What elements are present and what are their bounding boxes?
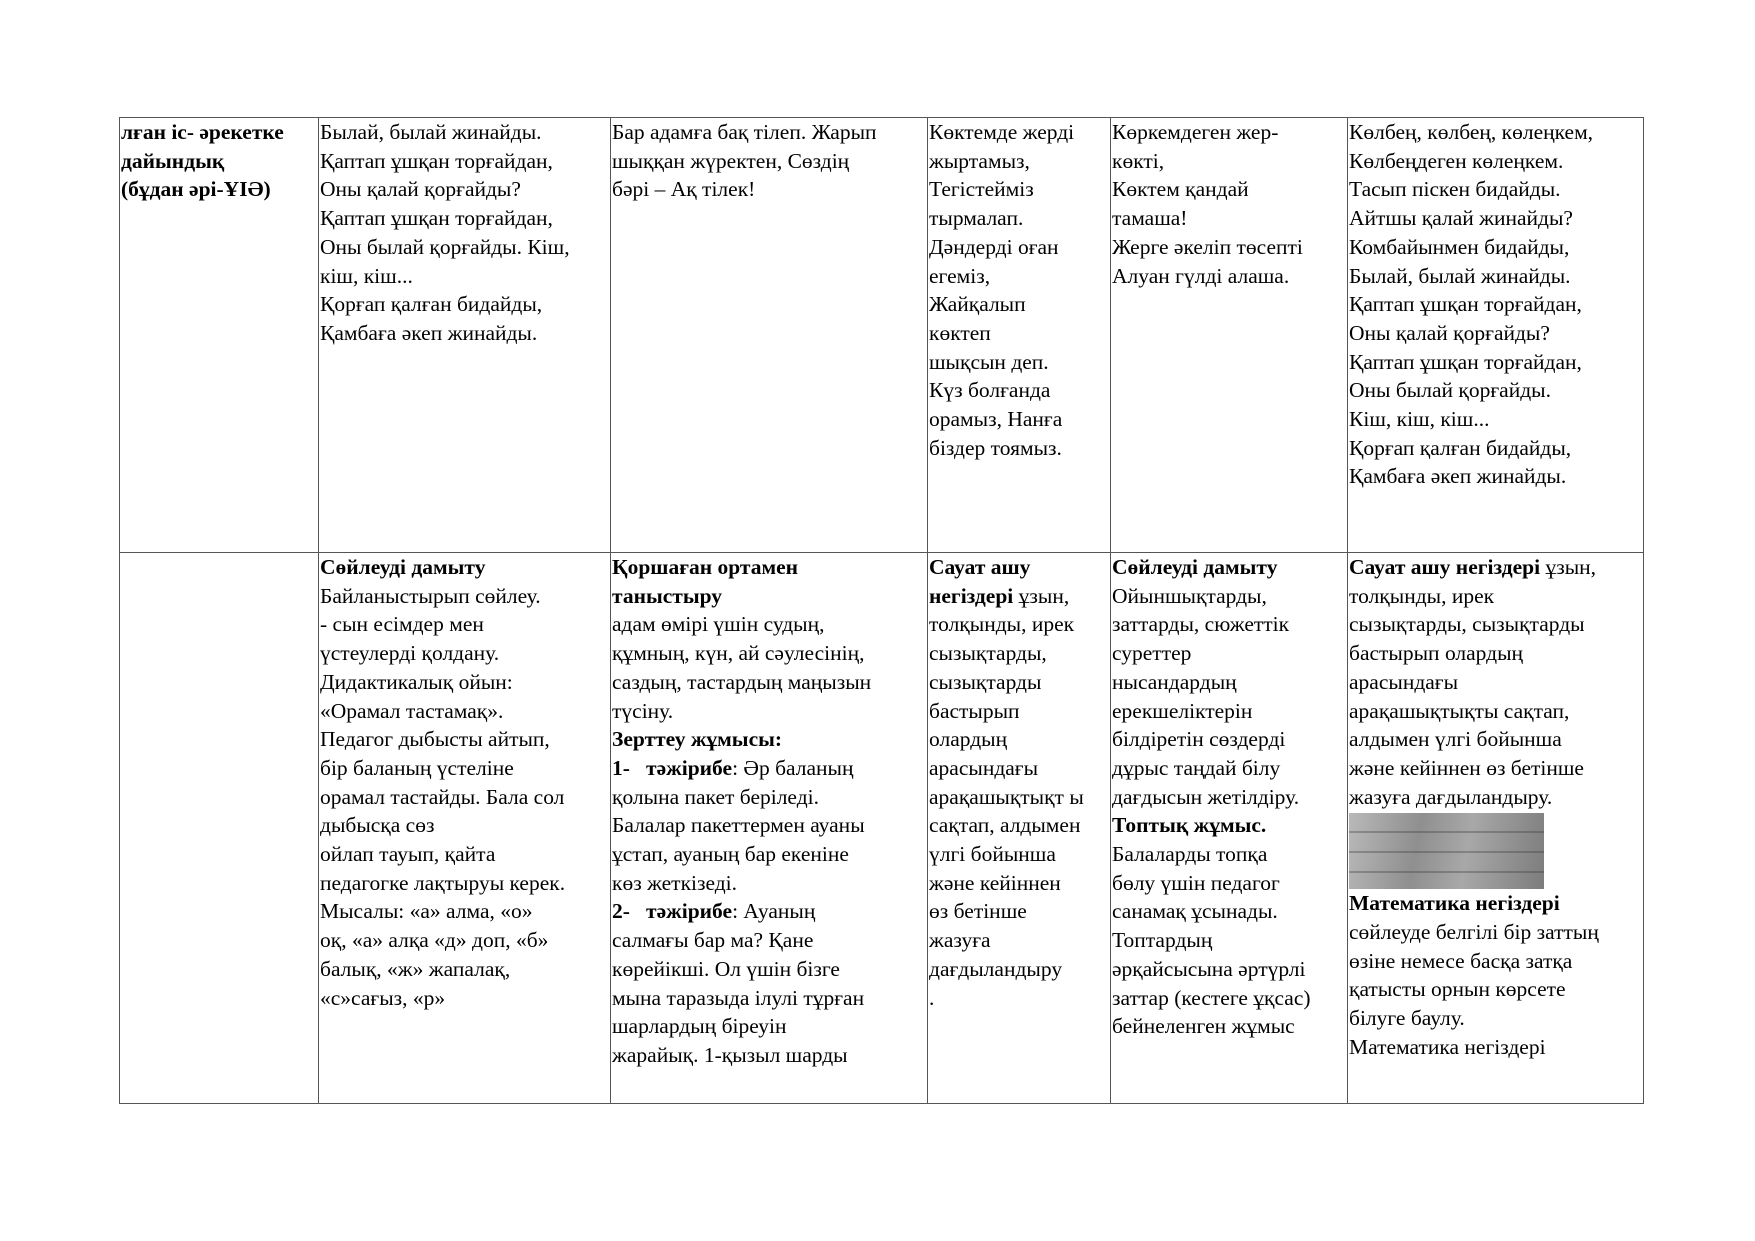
text-line: Сауат ашу (929, 555, 1031, 579)
experiment-1-text (612, 783, 926, 898)
lesson-text (1112, 840, 1346, 1041)
table-cell (1111, 118, 1348, 553)
text-line: Комбайынмен бидайды, (1349, 234, 1570, 259)
poem-text (320, 118, 609, 348)
lesson-text (929, 610, 1109, 1012)
text-line: егеміз, (929, 263, 991, 288)
text-line: адам өмірі үшін судың, (612, 612, 825, 637)
text-line: Педагог дыбысты айтып, (320, 727, 550, 752)
text-line: санамақ ұсынады. (1112, 899, 1278, 924)
text-line: толқынды, ирек (929, 612, 1075, 637)
table-cell (1111, 553, 1348, 1104)
text-line: бейнеленген жұмыс (1112, 1014, 1295, 1039)
text-line: және кейіннен (929, 870, 1061, 895)
text-line: көз жеткізеді. (612, 870, 738, 895)
text-line: құмның, күн, ай сәулесінің, (612, 641, 865, 666)
text-line: тырмалап. (929, 206, 1024, 231)
text-line: нысандардың (1112, 669, 1237, 694)
text-line: жазуға (929, 928, 991, 953)
text-line: дағдысын жетілдіру. (1112, 784, 1300, 809)
table-cell (611, 118, 928, 553)
poem-text (929, 118, 1109, 462)
text-line: арасындағы (929, 755, 1039, 780)
subject-title (612, 553, 926, 610)
text-line: бәрі – Ақ тілек! (612, 177, 756, 202)
text-line: Тегістейміз (929, 177, 1034, 202)
text-line: Қаптап ұшқан торғайдан, (320, 148, 553, 173)
text-line: Оны былай қорғайды. Кіш, (320, 234, 570, 259)
row-header-cell (120, 118, 319, 553)
text-line: ерекшеліктерін (1112, 698, 1253, 723)
text-line: арақашықтықт ы (929, 784, 1084, 809)
text-line: Байланыстырып сөйлеу. (320, 583, 541, 608)
text-line: көктеп (929, 320, 991, 345)
text-line: Көлбеңдеген көлеңкем. (1349, 148, 1564, 173)
text-line: және кейіннен өз бетінше (1349, 755, 1584, 780)
text-line: олардың (929, 727, 1008, 752)
table-cell (319, 118, 611, 553)
text-line: қолына пакет беріледі. (612, 784, 819, 809)
empty-cell (120, 553, 319, 1104)
lesson-text (320, 582, 609, 1013)
text-line: Дидактикалық ойын: (320, 669, 513, 694)
text-line: (бұдан әрі-ҰІӘ) (121, 177, 271, 202)
text-line: Қаптап ұшқан торғайдан, (320, 206, 553, 231)
text-line: Балалар пакеттермен ауаны (612, 813, 865, 838)
text-line: кіш, кіш... (320, 263, 413, 288)
experiment-2-text (612, 926, 926, 1070)
lesson-text (1349, 582, 1642, 812)
text-line: «с»сағыз, «р» (320, 985, 446, 1010)
text-line: бір баланың үстеліне (320, 755, 514, 780)
text-line: Оны былай қорғайды. (1349, 378, 1551, 403)
wish-text (612, 118, 926, 204)
text-line: суреттер (1112, 641, 1192, 666)
text-line: арасындағы (1349, 669, 1459, 694)
text-line: педагогке лақтыруы керек. (320, 870, 566, 895)
text-line: оқ, «а» алқа «д» доп, «б» (320, 928, 549, 953)
text-line: әрқайсысына әртүрлі (1112, 956, 1306, 981)
text-line: Көркемдеген жер- (1112, 120, 1279, 144)
lesson-plan-table (119, 117, 1644, 1104)
text-line: Көлбең, көлбең, көлеңкем, (1349, 120, 1594, 144)
text-line: заттарды, сюжеттік (1112, 612, 1290, 637)
text-line: балық, «ж» жапалақ, (320, 956, 511, 981)
subject-title-line: негіздері ұзын, (929, 583, 1070, 608)
text-line: білуге баулу. (1349, 1006, 1465, 1031)
text-line: Қаптап ұшқан торғайдан, (1349, 349, 1582, 374)
text-line: Жайқалып (929, 292, 1026, 317)
text-line: өз бетінше (929, 899, 1027, 924)
text-line: мына таразыда ілулі тұрған (612, 985, 865, 1010)
text-line: шарлардың біреуін (612, 1014, 787, 1039)
text-line: түсіну. (612, 698, 674, 723)
text-line: саздың, тастардың маңызын (612, 669, 872, 694)
text-line: Математика негіздері (1349, 1034, 1546, 1059)
poem-text (1112, 118, 1346, 290)
text-line: сөйлеуде белгілі бір заттың (1349, 920, 1599, 945)
row-header (121, 118, 317, 204)
text-line: жыртамыз, (929, 148, 1030, 173)
text-line: Көктем қандай (1112, 177, 1249, 202)
text-line: дұрыс таңдай білу (1112, 755, 1281, 780)
text-line: шыққан жүректен, Сөздің (612, 148, 850, 173)
text-line: Былай, былай жинайды. (1349, 263, 1571, 288)
text-line: орамал тастайды. Бала сол (320, 784, 565, 809)
text-line: Айтшы қалай жинайды? (1349, 206, 1573, 231)
table-cell (928, 118, 1111, 553)
text-line: - сын есімдер мен (320, 612, 484, 637)
text-line: толқынды, ирек (1349, 583, 1495, 608)
subject-title: Сөйлеуді дамыту (320, 555, 486, 579)
text-line: таныстыру (612, 583, 723, 608)
text-line: шықсын деп. (929, 349, 1049, 374)
lesson-text (1112, 582, 1346, 812)
text-line: Күз болғанда (929, 378, 1051, 403)
text-line: Топтардың (1112, 928, 1213, 953)
text-line: «Орамал тастамақ». (320, 698, 504, 723)
text-line: сызықтарды (929, 669, 1042, 694)
text-line: Бар адамға бақ тілеп. Жарып (612, 120, 877, 144)
text-line: дағдыландыру (929, 956, 1063, 981)
text-line: сақтап, алдымен (929, 813, 1081, 838)
subject-title: Сөйлеуді дамыту (1112, 555, 1278, 579)
text-line: заттар (кестеге ұқсас) (1112, 985, 1311, 1010)
text-line: дайындық (121, 148, 225, 173)
text-line: жазуға дағдыландыру. (1349, 784, 1553, 809)
text-line: дыбысқа сөз (320, 813, 435, 838)
text-line: білдіретін сөздерді (1112, 727, 1286, 752)
text-line: Қамбаға әкеп жинайды. (320, 320, 538, 345)
text-line: Жерге әкеліп төсепті (1112, 234, 1303, 259)
text-line: Ойыншықтарды, (1112, 583, 1267, 608)
experiment-2-line: 2- тәжірибе: Ауаның (612, 899, 816, 924)
experiment-1-line: 1- тәжірибе: Әр баланың (612, 755, 854, 780)
text-line: бастырып олардың (1349, 641, 1524, 666)
text-line: үстеулерді қолдану. (320, 641, 500, 666)
text-line: Қаптап ұшқан торғайдан, (1349, 292, 1582, 317)
lesson-text (612, 610, 926, 725)
text-line: Былай, былай жинайды. (320, 120, 542, 144)
text-line: бөлу үшін педагог (1112, 870, 1280, 895)
text-line: көкті, (1112, 148, 1165, 173)
table-cell (928, 553, 1111, 1104)
text-line: салмағы бар ма? Қане (612, 928, 814, 953)
text-line: арақашықтықты сақтап, (1349, 698, 1570, 723)
text-line: . (929, 985, 935, 1010)
subject-title-line: Сауат ашу негіздері ұзын, (1349, 555, 1597, 579)
text-line: Алуан гүлді алаша. (1112, 263, 1290, 288)
text-line: сызықтарды, сызықтарды (1349, 612, 1585, 637)
text-line: Оны қалай қорғайды? (1349, 320, 1550, 345)
text-line: Қорғап қалған бидайды, (320, 292, 543, 317)
text-line: қатысты орнын көрсете (1349, 977, 1566, 1002)
text-line: Қоршаған ортамен (612, 555, 799, 579)
table-cell (1348, 553, 1644, 1104)
text-line: Көктемде жерді (929, 120, 1075, 144)
text-line: Балаларды топқа (1112, 842, 1268, 867)
text-line: ойлап тауып, қайта (320, 842, 496, 867)
group-work-heading: Топтық жұмыс. (1112, 813, 1267, 838)
text-line: үлгі бойынша (929, 842, 1056, 867)
text-line: көрейікші. Ол үшін бізге (612, 956, 840, 981)
text-line: өзіне немесе басқа затқа (1349, 948, 1573, 973)
text-line: біздер тоямыз. (929, 435, 1062, 460)
text-line: Тасып піскен бидайды. (1349, 177, 1561, 202)
text-line: алдымен үлгі бойынша (1349, 727, 1562, 752)
text-line: Дәндерді оған (929, 234, 1059, 259)
table-row (120, 553, 1644, 1104)
text-line: лған іс- әрекетке (121, 120, 284, 144)
text-line: орамыз, Нанға (929, 407, 1063, 432)
text-line: жарайық. 1-қызыл шарды (612, 1042, 848, 1067)
table-cell (1348, 118, 1644, 553)
text-line: Қамбаға әкеп жинайды. (1349, 464, 1567, 489)
math-title: Математика негіздері (1349, 891, 1560, 916)
table-cell (611, 553, 928, 1104)
poem-text (1349, 118, 1642, 491)
worksheet-photo (1349, 813, 1544, 889)
text-line: Оны қалай қорғайды? (320, 177, 521, 202)
text-line: Кіш, кіш, кіш... (1349, 407, 1490, 432)
table-cell (319, 553, 611, 1104)
text-line: Қорғап қалған бидайды, (1349, 435, 1572, 460)
lesson-text (1349, 918, 1642, 1062)
text-line: тамаша! (1112, 206, 1188, 231)
text-line: бастырып (929, 698, 1020, 723)
text-line: сызықтарды, (929, 641, 1047, 666)
research-heading: Зерттеу жұмысы: (612, 727, 783, 752)
text-line: Мысалы: «а» алма, «о» (320, 899, 533, 924)
table-row (120, 118, 1644, 553)
subject-title (929, 553, 1109, 582)
text-line: ұстап, ауаның бар екеніне (612, 842, 849, 867)
